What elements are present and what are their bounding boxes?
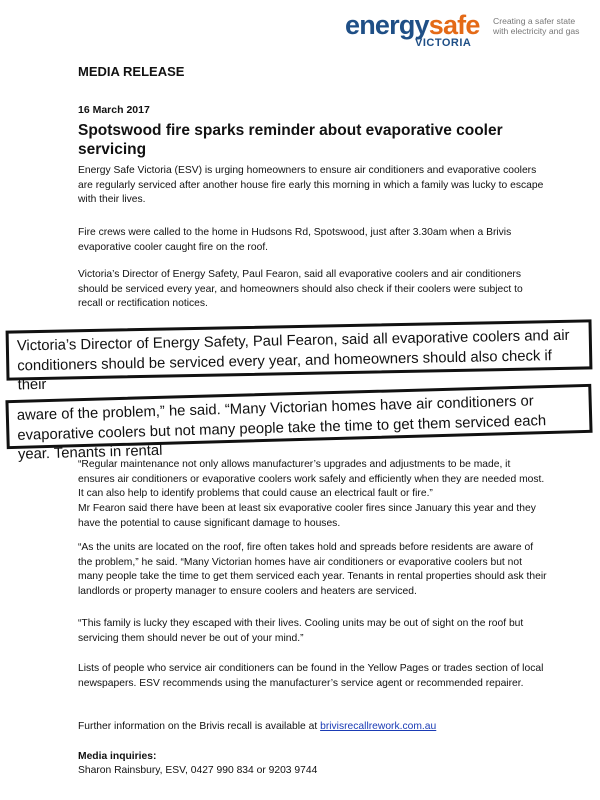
- paragraph-family-quote: “This family is lucky they escaped with their lives. Cooling units may be out of sight on the roof but servicing them should never be out of your mind.”: [78, 618, 524, 644]
- headline: Spotswood fire sparks reminder about evaporative cooler servicing: [78, 122, 503, 158]
- media-release-label: MEDIA RELEASE: [78, 64, 185, 79]
- logo-victoria: VICTORIA: [415, 37, 472, 49]
- paragraph-service-lists: Lists of people who service air conditioners can be found in the Yellow Pages or trades section of local newspapers. ESV recommends using the manufacturer’s service agent or recommended repairer.: [78, 663, 544, 689]
- logo-wordmark: [345, 10, 480, 40]
- paragraph-director: Victoria’s Director of Energy Safety, Paul Fearon, said all evaporative coolers and air conditioners should be serviced every year, and homeowners should also check if their coolers were subject to recall or rectification notices.: [78, 269, 523, 310]
- release-date: 16 March 2017: [78, 104, 150, 116]
- paragraph-units-quote: “As the units are located on the roof, fire often takes hold and spreads before residents are aware of the problem,” he said. “Many Victorian homes have air conditioners or evaporative coolers but not many people take the time to get them serviced each year. Tenants in rental properties should ask their landlords or property manager to ensure coolers and heaters are serviced.: [78, 542, 547, 598]
- paragraph-maintenance-quote: “Regular maintenance not only allows manufacturer’s upgrades and adjustments to be made, it ensures air conditioners or evaporative coolers work safely and efficiently when they are needed most. It can also help to identify problems that could cause an electrical fault or fire.”: [78, 459, 545, 500]
- paragraph-fire-crews: Fire crews were called to the home in Hudsons Rd, Spotswood, just after 3.30am when a Brivis evaporative cooler caught fire on the roof.: [78, 227, 512, 253]
- energysafe-logo: [345, 10, 595, 58]
- zoom-callout-director: Victoria’s Director of Energy Safety, Paul Fearon, said all evaporative coolers and air conditioners should be serviced every year, and homeowners should also check if their: [6, 319, 593, 380]
- media-inquiries-label: Media inquiries:: [78, 751, 157, 762]
- paragraph-intro: Energy Safe Victoria (ESV) is urging homeowners to ensure air conditioners and evaporative coolers are regularly serviced after another house fire early this morning in which a family was lucky to escape with their lives.: [78, 165, 544, 206]
- zoom-callout-units: aware of the problem,” he said. “Many Victorian homes have air conditioners or evaporative coolers but not many people take the time to get them serviced each year. Tenants in rental: [5, 384, 592, 449]
- logo-word-safe: safe: [428, 10, 480, 40]
- paragraph-recall-info: [78, 720, 548, 735]
- paragraph-fire-count: Mr Fearon said there have been at least six evaporative cooler fires since January this year and they have the potential to cause significant damage to houses.: [78, 503, 536, 529]
- media-contact-details: Sharon Rainsbury, ESV, 0427 990 834 or 9203 9744: [78, 765, 318, 776]
- logo-tagline: Creating a safer state with electricity and gas: [493, 16, 580, 36]
- logo-word-energy: energy: [345, 10, 429, 40]
- recall-info-text: Further information on the Brivis recall is available at: [78, 721, 321, 732]
- brivis-recall-link[interactable]: brivisrecallrework.com.au: [320, 721, 437, 732]
